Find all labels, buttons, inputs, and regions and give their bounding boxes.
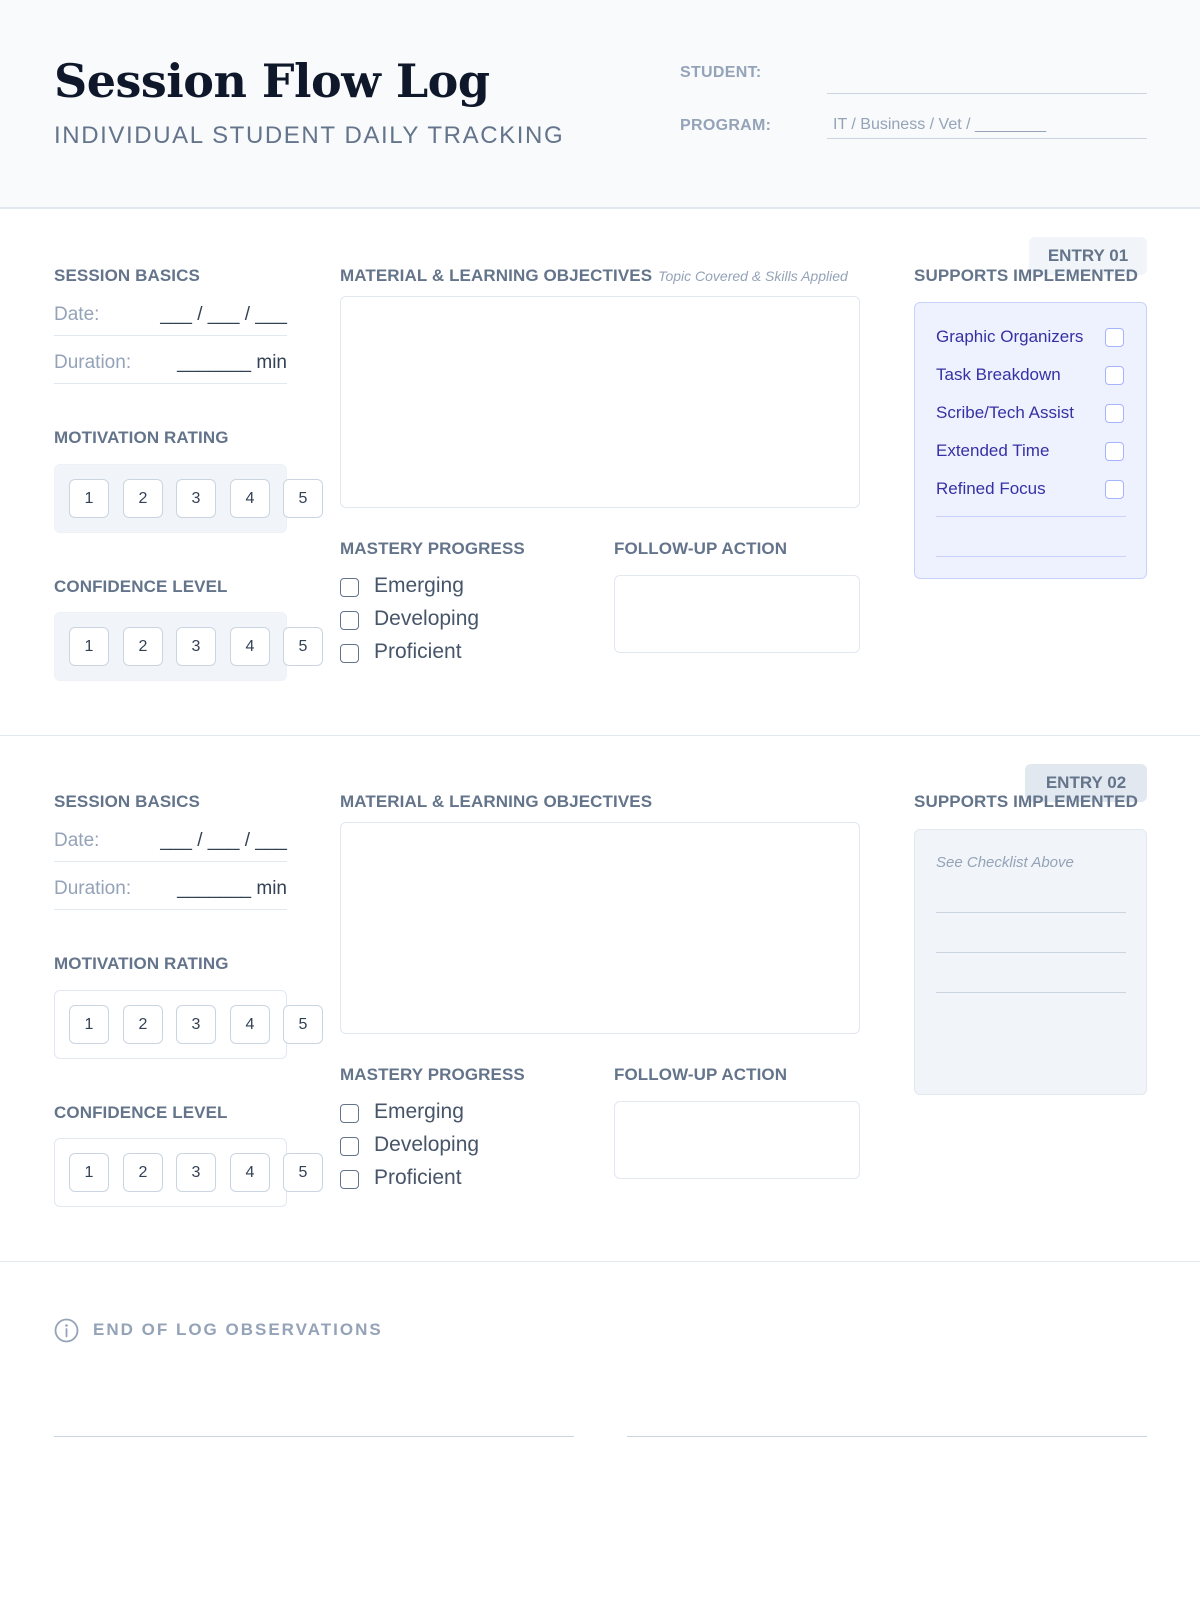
page-header bbox=[0, 0, 1200, 209]
motivation-label: MOTIVATION RATING bbox=[54, 428, 229, 447]
confidence-option[interactable]: 2 bbox=[123, 1153, 163, 1192]
support-write-in-line[interactable] bbox=[936, 952, 1126, 953]
motivation-label: MOTIVATION RATING bbox=[54, 954, 229, 973]
session-basics-label: SESSION BASICS bbox=[54, 792, 200, 811]
material-label-text: MATERIAL & LEARNING OBJECTIVES bbox=[340, 266, 653, 285]
support-item-label: Graphic Organizers bbox=[936, 327, 1084, 346]
followup-label: FOLLOW-UP ACTION bbox=[614, 539, 788, 558]
motivation-option[interactable]: 2 bbox=[123, 479, 163, 518]
mastery-option-label: Proficient bbox=[374, 1166, 462, 1189]
support-write-in-line[interactable] bbox=[936, 516, 1126, 517]
duration-value: _______ min bbox=[177, 878, 287, 899]
motivation-option[interactable]: 1 bbox=[69, 479, 109, 518]
checkbox[interactable] bbox=[340, 1170, 359, 1189]
observation-line[interactable] bbox=[627, 1436, 1147, 1437]
confidence-option[interactable]: 5 bbox=[283, 1153, 323, 1192]
material-textbox[interactable] bbox=[340, 822, 860, 1034]
student-label: STUDENT: bbox=[680, 64, 762, 81]
confidence-scale bbox=[54, 612, 308, 681]
support-item-label: Extended Time bbox=[936, 441, 1050, 460]
support-checkbox[interactable] bbox=[1105, 366, 1124, 385]
mastery-option-label: Developing bbox=[374, 607, 480, 630]
confidence-option[interactable]: 2 bbox=[123, 627, 163, 666]
duration-field[interactable] bbox=[54, 344, 287, 384]
confidence-label: CONFIDENCE LEVEL bbox=[54, 577, 228, 596]
date-label: Date: bbox=[54, 830, 100, 851]
date-value: ___ / ___ / ___ bbox=[160, 830, 287, 851]
support-item-label: Scribe/Tech Assist bbox=[936, 403, 1074, 422]
confidence-option[interactable]: 1 bbox=[69, 1153, 109, 1192]
observation-line[interactable] bbox=[54, 1436, 574, 1437]
motivation-option[interactable]: 3 bbox=[176, 479, 216, 518]
motivation-option[interactable]: 5 bbox=[283, 479, 323, 518]
entry-badge-2: ENTRY 02 bbox=[1025, 764, 1147, 802]
date-value: ___ / ___ / ___ bbox=[160, 304, 287, 325]
confidence-option[interactable]: 3 bbox=[176, 627, 216, 666]
duration-label: Duration: bbox=[54, 878, 132, 899]
support-write-in-line[interactable] bbox=[936, 992, 1126, 993]
entry-divider bbox=[0, 735, 1200, 736]
entry-divider bbox=[0, 1261, 1200, 1262]
followup-label: FOLLOW-UP ACTION bbox=[614, 1065, 788, 1084]
confidence-option[interactable]: 4 bbox=[230, 627, 270, 666]
motivation-scale bbox=[54, 464, 308, 533]
footer-label: END OF LOG OBSERVATIONS bbox=[93, 1320, 383, 1339]
motivation-option[interactable]: 3 bbox=[176, 1005, 216, 1044]
motivation-scale bbox=[54, 990, 308, 1059]
support-checkbox[interactable] bbox=[1105, 442, 1124, 461]
date-field[interactable] bbox=[54, 296, 287, 336]
material-label bbox=[340, 266, 848, 286]
confidence-option[interactable]: 3 bbox=[176, 1153, 216, 1192]
motivation-option[interactable]: 4 bbox=[230, 479, 270, 518]
info-icon bbox=[54, 1318, 79, 1343]
duration-field[interactable] bbox=[54, 870, 287, 910]
supports-panel bbox=[914, 302, 1147, 579]
student-field[interactable] bbox=[827, 68, 1147, 94]
mastery-option-label: Emerging bbox=[374, 1100, 464, 1123]
checkbox[interactable] bbox=[340, 644, 359, 663]
mastery-label: MASTERY PROGRESS bbox=[340, 539, 525, 558]
duration-label: Duration: bbox=[54, 352, 132, 373]
confidence-option[interactable]: 5 bbox=[283, 627, 323, 666]
support-write-in-line[interactable] bbox=[936, 556, 1126, 557]
support-checkbox[interactable] bbox=[1105, 328, 1124, 347]
supports-label: SUPPORTS IMPLEMENTED bbox=[914, 266, 1138, 285]
support-item-label: Refined Focus bbox=[936, 479, 1046, 498]
supports-panel bbox=[914, 829, 1147, 1095]
material-label: MATERIAL & LEARNING OBJECTIVES bbox=[340, 792, 653, 811]
program-field[interactable]: IT / Business / Vet / ________ bbox=[827, 113, 1147, 139]
support-item-label: Task Breakdown bbox=[936, 365, 1061, 384]
motivation-option[interactable]: 5 bbox=[283, 1005, 323, 1044]
confidence-option[interactable]: 4 bbox=[230, 1153, 270, 1192]
session-basics-label: SESSION BASICS bbox=[54, 266, 200, 285]
page-subtitle: INDIVIDUAL STUDENT DAILY TRACKING bbox=[54, 122, 565, 149]
confidence-option[interactable]: 1 bbox=[69, 627, 109, 666]
checkbox[interactable] bbox=[340, 1104, 359, 1123]
confidence-label: CONFIDENCE LEVEL bbox=[54, 1103, 228, 1122]
date-label: Date: bbox=[54, 304, 100, 325]
duration-value: _______ min bbox=[177, 352, 287, 373]
mastery-option-label: Emerging bbox=[374, 574, 464, 597]
supports-note: See Checklist Above bbox=[936, 854, 1074, 871]
support-checkbox[interactable] bbox=[1105, 404, 1124, 423]
followup-textbox[interactable] bbox=[614, 1101, 860, 1179]
program-label: PROGRAM: bbox=[680, 117, 772, 134]
material-textbox[interactable] bbox=[340, 296, 860, 508]
confidence-scale bbox=[54, 1138, 308, 1207]
entry-badge-1: ENTRY 01 bbox=[1029, 237, 1147, 275]
motivation-option[interactable]: 2 bbox=[123, 1005, 163, 1044]
checkbox[interactable] bbox=[340, 578, 359, 597]
mastery-option-label: Proficient bbox=[374, 640, 462, 663]
followup-textbox[interactable] bbox=[614, 575, 860, 653]
support-checkbox[interactable] bbox=[1105, 480, 1124, 499]
checkbox[interactable] bbox=[340, 1137, 359, 1156]
motivation-option[interactable]: 1 bbox=[69, 1005, 109, 1044]
motivation-option[interactable]: 4 bbox=[230, 1005, 270, 1044]
mastery-label: MASTERY PROGRESS bbox=[340, 1065, 525, 1084]
date-field[interactable] bbox=[54, 822, 287, 862]
supports-label: SUPPORTS IMPLEMENTED bbox=[914, 792, 1138, 811]
material-hint: Topic Covered & Skills Applied bbox=[658, 268, 848, 284]
support-write-in-line[interactable] bbox=[936, 912, 1126, 913]
checkbox[interactable] bbox=[340, 611, 359, 630]
mastery-option-label: Developing bbox=[374, 1133, 480, 1156]
page-title: Session Flow Log bbox=[54, 54, 490, 108]
